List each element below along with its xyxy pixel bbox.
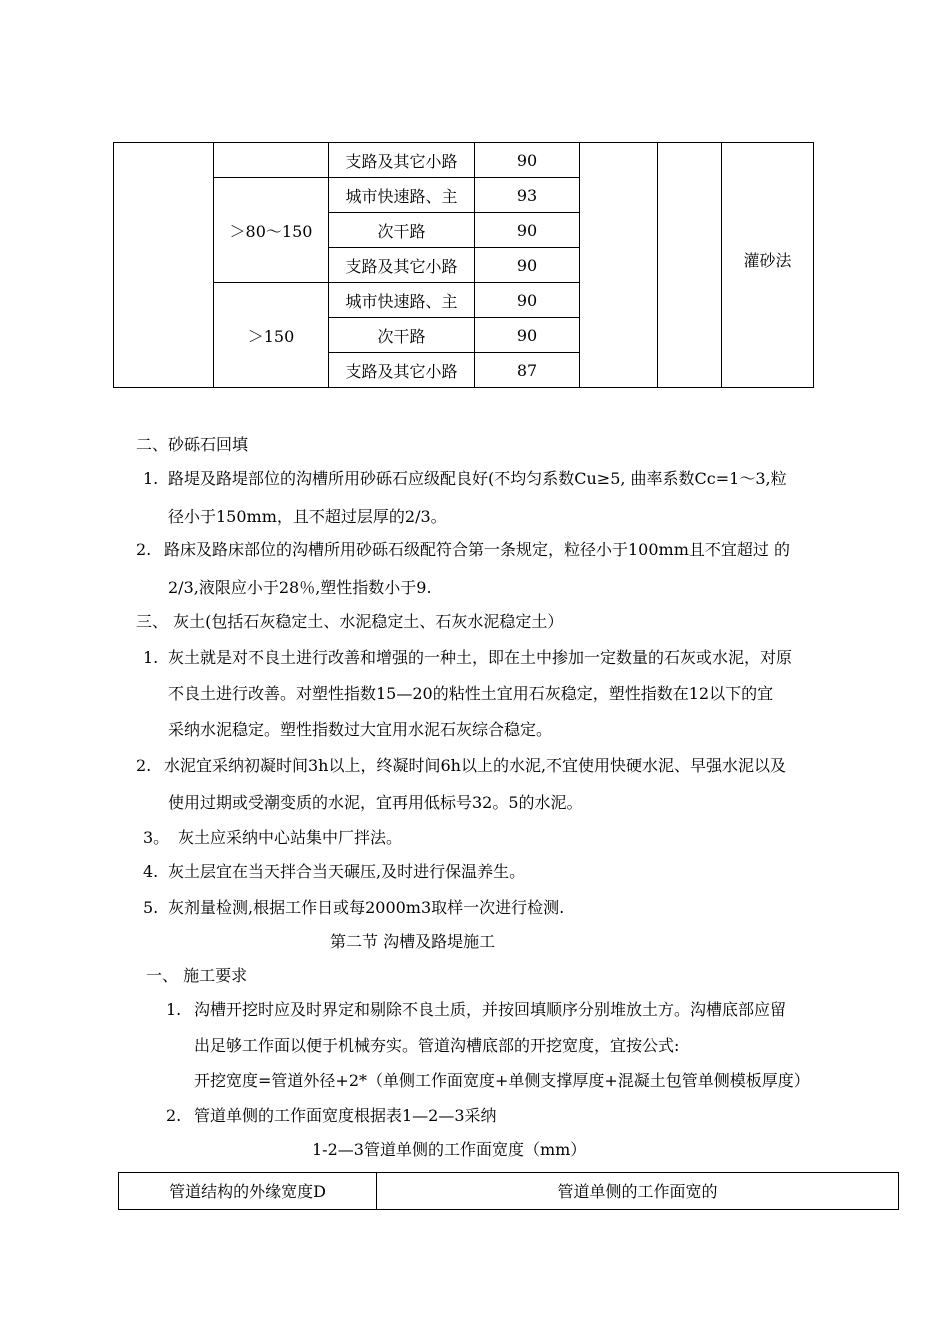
road-type-cell: 城市快速路、主 [329, 178, 475, 213]
range-cell: ＞80～150 [214, 178, 329, 283]
table-header: 管道单侧的工作面宽的 [377, 1173, 899, 1210]
road-type-cell: 支路及其它小路 [329, 143, 475, 178]
paragraph-line: 水泥宜采纳初凝时间3h以上，终凝时间6h以上的水泥,不宜使用快硬水泥、早强水泥以及 [164, 756, 787, 775]
list-number: 3。 [143, 828, 170, 847]
value-cell: 87 [475, 353, 580, 388]
paragraph-line: 灰剂量检测,根据工作日或每2000m3取样一次进行检测. [168, 898, 565, 917]
value-cell: 90 [475, 213, 580, 248]
section-heading: 二、砂砾石回填 [136, 435, 249, 454]
paragraph-line: 使用过期或受潮变质的水泥，宜再用低标号32。5的水泥。 [168, 793, 583, 812]
list-number: 5. [143, 898, 159, 917]
work-width-table [118, 1172, 899, 1210]
paragraph-line: 径小于150mm，且不超过层厚的2/3。 [168, 507, 447, 526]
paragraph-line: 管道单侧的工作面宽度根据表1—2—3采纳 [194, 1106, 497, 1125]
paragraph-line: 路床及路床部位的沟槽所用砂砾石级配符合第一条规定，粒径小于100mm且不宜超过 的 [164, 540, 790, 559]
table-header: 管道结构的外缘宽度D [119, 1173, 377, 1210]
road-type-cell: 支路及其它小路 [329, 248, 475, 283]
empty-cell [580, 143, 658, 388]
value-cell: 90 [475, 283, 580, 318]
value-cell: 93 [475, 178, 580, 213]
empty-cell [114, 143, 214, 388]
value-cell: 90 [475, 318, 580, 353]
paragraph-line: 2/3,液限应小于28％,塑性指数小于9. [168, 578, 432, 597]
compaction-table [113, 142, 814, 388]
value-cell: 90 [475, 143, 580, 178]
section-heading: 三、 灰土(包括石灰稳定土、水泥稳定土、石灰水泥稳定土） [136, 612, 564, 631]
list-number: 2. [136, 756, 152, 775]
paragraph-line: 不良土进行改善。对塑性指数15—20的粘性土宜用石灰稳定，塑性指数在12以下的宜 [168, 684, 774, 703]
empty-cell [658, 143, 722, 388]
range-cell [214, 143, 329, 178]
paragraph-line: 路堤及路堤部位的沟槽所用砂砾石应级配良好(不均匀系数Cu≥5, 曲率系数Cc=1～3,粒 [168, 469, 787, 488]
road-type-cell: 次干路 [329, 318, 475, 353]
list-number: 1. [166, 1000, 182, 1019]
value-cell: 90 [475, 248, 580, 283]
list-number: 1. [143, 469, 159, 488]
list-number: 4. [143, 862, 159, 881]
paragraph-line: 采纳水泥稳定。塑性指数过大宜用水泥石灰综合稳定。 [168, 720, 553, 739]
road-type-cell: 支路及其它小路 [329, 353, 475, 388]
method-cell: 灌砂法 [722, 143, 814, 388]
road-type-cell: 城市快速路、主 [329, 283, 475, 318]
formula-line: 开挖宽度=管道外径+2*（单侧工作面宽度+单侧支撑厚度+混凝土包管单侧模板厚度） [194, 1071, 810, 1090]
list-number: 2. [166, 1106, 182, 1125]
section-title: 第二节 沟槽及路堤施工 [330, 932, 496, 951]
paragraph-line: 灰土就是对不良土进行改善和增强的一种土，即在土中掺加一定数量的石灰或水泥，对原 [168, 648, 793, 667]
paragraph-line: 灰土应采纳中心站集中厂拌法。 [178, 828, 403, 847]
paragraph-line: 沟槽开挖时应及时界定和剔除不良土质，并按回填顺序分别堆放土方。沟槽底部应留 [194, 1000, 787, 1019]
paragraph-line: 出足够工作面以便于机械夯实。管道沟槽底部的开挖宽度，宜按公式: [194, 1036, 680, 1055]
list-number: 2. [136, 540, 152, 559]
section-heading: 一、 施工要求 [146, 966, 248, 985]
range-cell: ＞150 [214, 283, 329, 388]
list-number: 1. [143, 648, 159, 667]
paragraph-line: 灰土层宜在当天拌合当天碾压,及时进行保温养生。 [168, 862, 526, 881]
road-type-cell: 次干路 [329, 213, 475, 248]
table-caption: 1-2—3管道单侧的工作面宽度（mm） [312, 1140, 587, 1159]
